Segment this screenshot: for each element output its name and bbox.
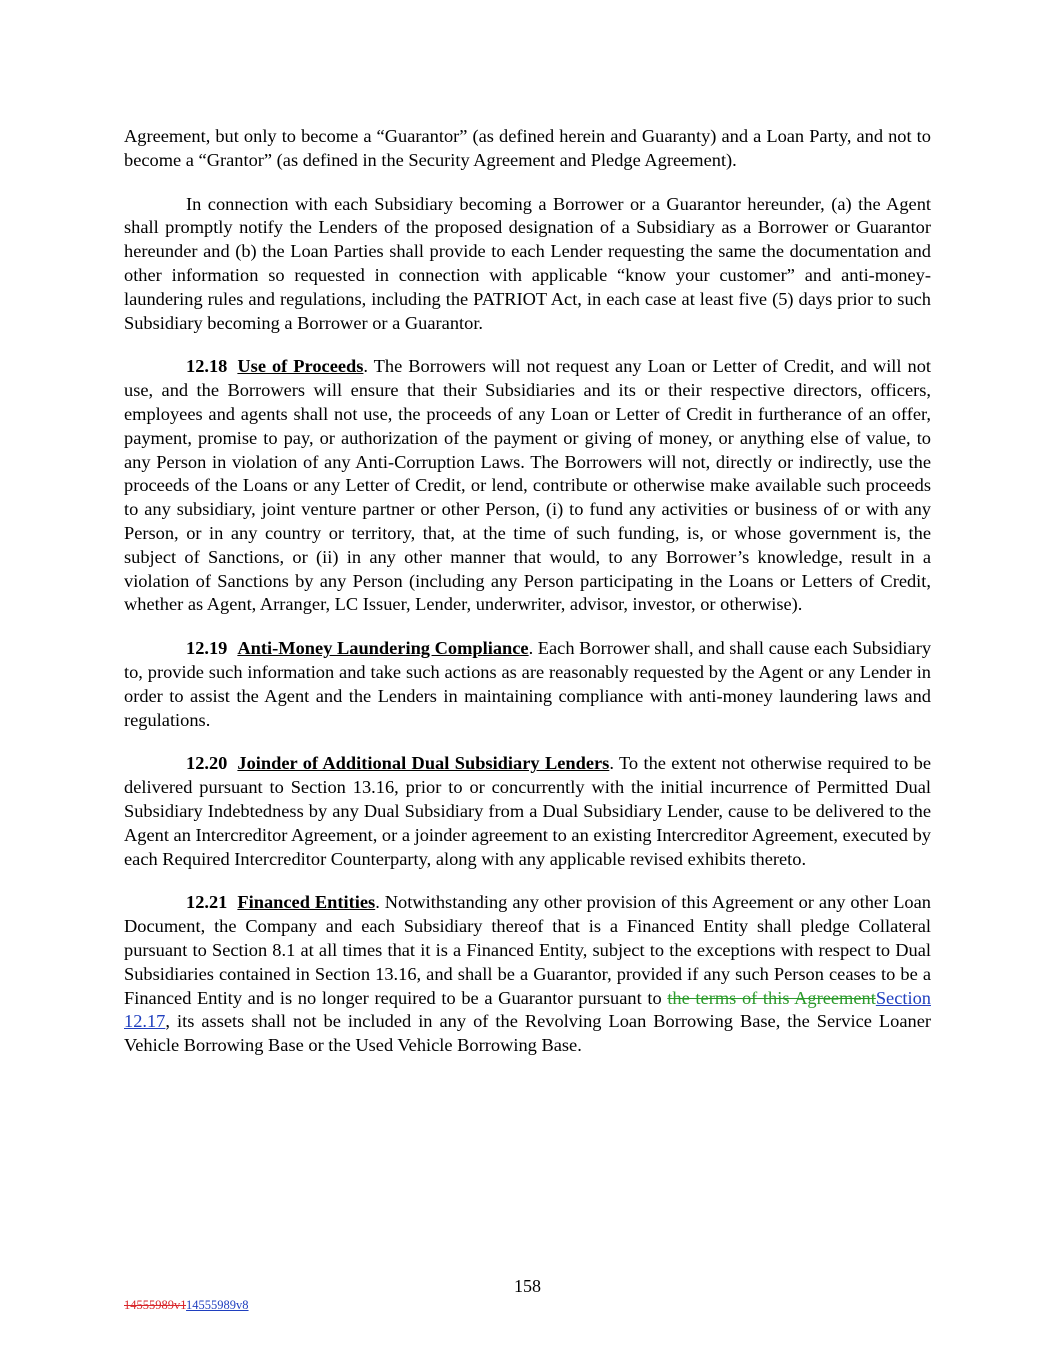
inserted-text: Section 12.17	[124, 987, 931, 1032]
docid-deleted: 14555989v1	[124, 1298, 187, 1312]
section-heading: Use of Proceeds	[237, 356, 364, 377]
section-12-21	[124, 891, 931, 1058]
docid-inserted: 14555989v8	[186, 1298, 249, 1312]
paragraph-guarantor-continuation: Agreement, but only to become a “Guarantor” (as defined herein and Guaranty) and a Loan Party, and not to become a “Grantor” (as defined in the Security Agreement and Pledge Agreement).	[124, 126, 931, 170]
section-heading: Financed Entities	[237, 892, 376, 913]
document-id	[124, 1298, 249, 1313]
paragraph-subsidiary-designation: In connection with each Subsidiary becoming a Borrower or a Guarantor hereunder, (a) the Agent shall promptly notify the Lenders of the proposed designation of a Subsidiary as a Borrower or Guarantor hereunder and (b) the Loan Parties shall provide to each Lender requesting the same the documentation and other information so requested in connection with applicable “know your customer” and anti-money-laundering rules and regulations, including the PATRIOT Act, in each case at least five (5) days prior to such Subsidiary becoming a Borrower or a Guarantor.	[124, 193, 931, 333]
section-heading: Anti-Money Laundering Compliance	[237, 638, 529, 659]
document-body	[124, 125, 931, 1078]
section-text: . Each Borrower shall, and shall cause each Subsidiary to, provide such information and take such actions as are reasonably requested by the Agent or any Lender in order to assist the Agent and the Lenders in maintaining compliance with anti-money laundering laws and regulations.	[124, 638, 932, 730]
section-number: 12.19	[186, 638, 228, 659]
section-number: 12.18	[186, 356, 228, 377]
deleted-text: the terms of this Agreement	[667, 987, 876, 1008]
section-12-18	[124, 355, 931, 617]
section-number: 12.20	[186, 753, 228, 774]
section-text-before: . Notwithstanding any other provision of this Agreement or any other Loan Document, the Company and each Subsidiary thereof that is a Financed Entity shall pledge Collateral pursuant to Section 8.1 at all times that it is a Financed Entity, subject to the exceptions with respect to Dual Subsidiaries contained in Section 13.16, and shall be a Guarantor, provided if any such Person ceases to be a Financed Entity and is no longer required to be a Guarantor pursuant to	[124, 892, 931, 1008]
section-text-after: , its assets shall not be included in any of the Revolving Loan Borrowing Base, the Service Loaner Vehicle Borrowing Base or the Used Vehicle Borrowing Base.	[124, 1011, 931, 1056]
section-number: 12.21	[186, 892, 228, 913]
section-12-19	[124, 637, 931, 732]
section-text: . The Borrowers will not request any Loan or Letter of Credit, and will not use, and the Borrowers will ensure that their Subsidiaries and its or their respective directors, officers, employees and agents shall not use, the proceeds of any Loan or Letter of Credit in furtherance of an offer, payment, promise to pay, or authorization of the payment or giving of money, or anything else of value, to any Person in violation of any Anti-Corruption Laws. The Borrowers will not, directly or indirectly, use the proceeds of the Loans or any Letter of Credit, or lend, contribute or otherwise make available such proceeds to any subsidiary, joint venture partner or other Person, (i) to fund any activities or business of or with any Person, or in any country or territory, that, at the time of such funding, is, or whose government is, the subject of Sanctions, or (ii) in any other manner that would, to any Borrower’s knowledge, result in a violation of Sanctions by any Person (including any Person participating in the Loans or Letters of Credit, whether as Agent, Arranger, LC Issuer, Lender, underwriter, advisor, investor, or otherwise).	[124, 356, 932, 615]
section-12-20	[124, 752, 931, 871]
section-heading: Joinder of Additional Dual Subsidiary Lenders	[237, 753, 610, 774]
page-number: 158	[514, 1276, 541, 1296]
section-text: . To the extent not otherwise required to be delivered pursuant to Section 13.16, prior to or concurrently with the initial incurrence of Permitted Dual Subsidiary Indebtedness by any Dual Subsidiary from a Dual Subsidiary Lender, cause to be delivered to the Agent an Intercreditor Agreement, or a joinder agreement to an existing Intercreditor Agreement, executed by each Required Intercreditor Counterparty, along with any applicable revised exhibits thereto.	[124, 753, 931, 869]
